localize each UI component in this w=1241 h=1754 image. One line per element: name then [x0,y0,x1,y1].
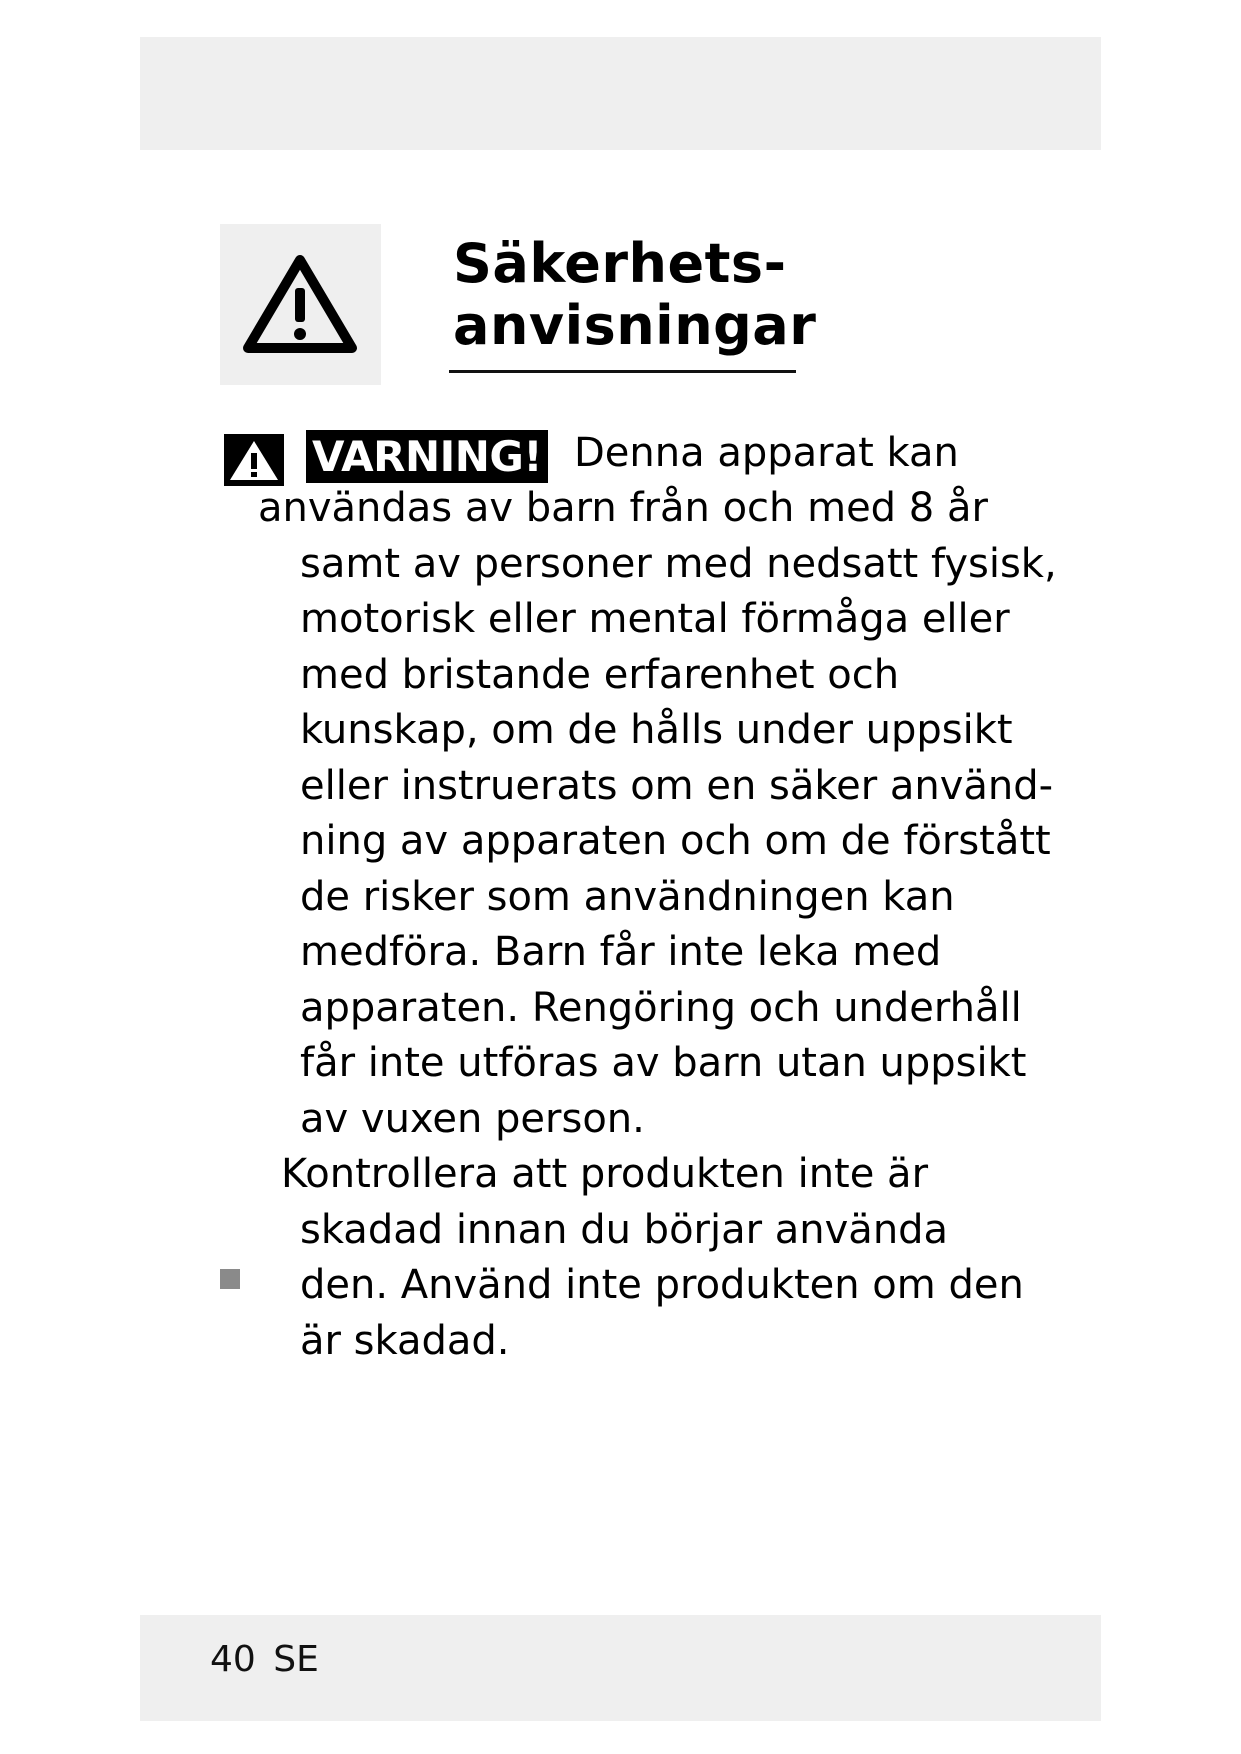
warning-line: får inte utföras av barn utan uppsikt [300,1040,1027,1086]
section-heading [453,233,816,357]
warning-line: kunskap, om de hålls under uppsikt [300,707,1013,753]
heading-line-1: Säkerhets- [453,232,787,295]
header-band [140,37,1101,150]
bullet-line: skadad innan du börjar använda [300,1207,949,1253]
square-bullet-icon [220,1269,240,1289]
warning-line: användas av barn från och med 8 år [258,485,988,531]
bullet-line: Kontrollera att produkten inte är [281,1151,929,1197]
warning-line: medföra. Barn får inte leka med [300,929,942,975]
bullet-line: är skadad. [300,1318,510,1364]
warning-line: ning av apparaten och om de förstått [300,818,1051,864]
heading-line-2: anvisningar [453,294,817,357]
heading-underline [449,370,796,373]
manual-page [140,37,1101,1721]
warning-line: med bristande erfarenhet och [300,652,900,698]
warning-line: motorisk eller mental förmåga eller [300,596,1010,642]
warning-triangle-icon [242,254,358,354]
language-code: SE [273,1639,319,1680]
warning-line: av vuxen person. [300,1096,645,1142]
warning-line: eller instruerats om en säker använd- [300,763,1054,809]
bullet-line: den. Använd inte produkten om den [300,1262,1024,1308]
page-number: 40 [210,1639,256,1680]
warning-line: de risker som användningen kan [300,874,955,920]
heading-icon-box [220,224,381,385]
warning-line: samt av personer med nedsatt fysisk, [300,541,1057,587]
footer-band [140,1615,1101,1721]
warning-line: apparaten. Rengöring och underhåll [300,985,1022,1031]
page-footer [210,1639,319,1680]
warning-label: VARNING! [306,430,548,483]
warning-line: Denna apparat kan [574,430,959,476]
